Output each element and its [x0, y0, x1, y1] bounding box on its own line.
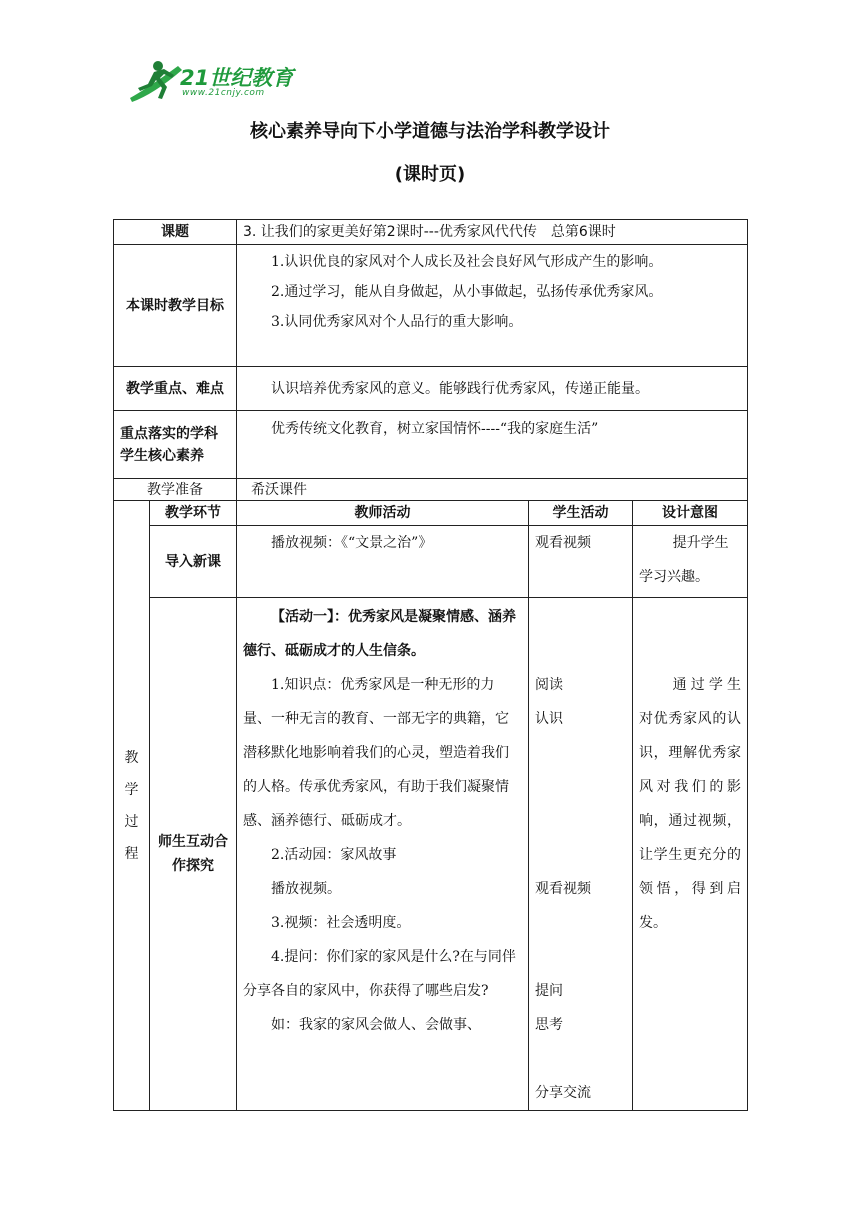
student-spacer-4	[535, 1042, 626, 1076]
interaction-intent	[633, 598, 748, 1111]
teacher-p4: 3.视频：社会透明度。	[271, 915, 411, 931]
topic-label: 课题	[114, 220, 237, 245]
student-spacer	[535, 600, 626, 668]
goal-2: 2.通过学习，能从自身做起，从小事做起，弘扬传承优秀家风。	[271, 284, 663, 300]
intro-intent: 提升学生学习兴趣。	[633, 526, 748, 598]
key-row	[114, 367, 748, 411]
prep-value: 希沃课件	[237, 479, 748, 501]
student-s2: 认识	[535, 711, 563, 727]
process-label-text: 教学过程	[124, 749, 139, 862]
literacy-value: 优秀传统文化教育，树立家国情怀----“我的家庭生活”	[237, 411, 748, 479]
student-s5: 思考	[535, 1017, 563, 1033]
interaction-stage: 师生互动合作探究	[150, 598, 237, 1111]
prep-row	[114, 479, 748, 501]
col-teacher: 教师活动	[237, 501, 529, 526]
student-spacer-2	[535, 736, 626, 872]
intent-text: 通过学生对优秀家风的认识，理解优秀家风对我们的影响，通过视频，让学生更充分的领悟，得到启发。	[639, 677, 741, 931]
goals-label: 本课时教学目标	[114, 245, 237, 367]
interaction-row	[114, 598, 748, 1111]
key-label: 教学重点、难点	[114, 367, 237, 411]
topic-row	[114, 220, 748, 245]
prep-label: 教学准备	[114, 479, 237, 501]
teacher-p1: 1.知识点：优秀家风是一种无形的力量、一种无言的教育、一部无字的典籍，它潜移默化地影响着我们的心灵，塑造着我们的人格。传承优秀家风，有助于我们凝聚情感、涵养德行、砥砺成才。	[243, 677, 509, 829]
teacher-p6: 如：我家的家风会做人、会做事、	[271, 1017, 481, 1033]
lesson-plan-table	[113, 219, 748, 1111]
student-s1: 阅读	[535, 677, 563, 693]
student-spacer-3	[535, 906, 626, 974]
page-title: 核心素养导向下小学道德与法治学科教学设计	[250, 121, 610, 142]
goal-3: 3.认同优秀家风对个人品行的重大影响。	[271, 314, 523, 330]
intro-stage: 导入新课	[150, 526, 237, 598]
interaction-teacher	[237, 598, 529, 1111]
runner-logo-icon	[128, 58, 184, 106]
teacher-p5: 4.提问：你们家的家风是什么?在与同伴分享各自的家风中，你获得了哪些启发?	[243, 949, 516, 999]
process-label	[114, 501, 150, 1111]
intro-row	[114, 526, 748, 598]
page-subtitle: (课时页)	[394, 164, 466, 185]
intro-teacher: 播放视频：《“文景之治”》	[237, 526, 529, 598]
interaction-student	[529, 598, 633, 1111]
goals-row	[114, 245, 748, 367]
literacy-row	[114, 411, 748, 479]
activity-title: 【活动一】：优秀家风是凝聚情感、涵养德行、砥砺成才的人生信条。	[243, 609, 516, 659]
goals-cell	[237, 245, 748, 367]
col-student: 学生活动	[529, 501, 633, 526]
intro-student: 观看视频	[529, 526, 633, 598]
literacy-label: 重点落实的学科学生核心素养	[114, 411, 237, 479]
column-header-row	[114, 501, 748, 526]
logo-url: www.21cnjy.com	[182, 88, 265, 98]
key-value: 认识培养优秀家风的意义。能够践行优秀家风，传递正能量。	[237, 367, 748, 411]
col-intent: 设计意图	[633, 501, 748, 526]
teacher-p3: 播放视频。	[271, 881, 341, 897]
topic-value: 3. 让我们的家更美好第2课时---优秀家风代代传 总第6课时	[237, 220, 748, 245]
teacher-p2: 2.活动园：家风故事	[271, 847, 397, 863]
goal-1: 1.认识优良的家风对个人成长及社会良好风气形成产生的影响。	[271, 254, 663, 270]
col-stage: 教学环节	[150, 501, 237, 526]
student-s3: 观看视频	[535, 881, 591, 897]
logo-text: 21世纪教育	[180, 66, 294, 90]
student-s6: 分享交流	[535, 1085, 591, 1101]
logo	[128, 58, 308, 108]
student-s4: 提问	[535, 983, 563, 999]
